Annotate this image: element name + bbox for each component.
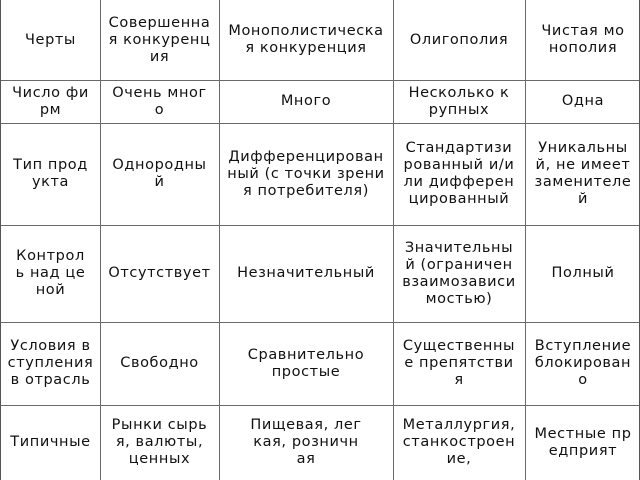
cell-firms-perfect [100, 80, 219, 123]
cell-text: Отсутствует [108, 265, 211, 281]
cell-typical-perfect [100, 405, 219, 480]
cell-text: Однородный [112, 157, 207, 190]
cell-firms-oligopoly [393, 80, 525, 123]
cell-text: Очень много [112, 84, 207, 118]
header-monopolistic-text: Монополистическая конкуренция [228, 23, 384, 56]
row-label-typical [1, 405, 100, 480]
cell-typical-monopoly [525, 405, 640, 480]
cell-price-monopolistic [219, 225, 393, 322]
cell-entry-perfect [100, 322, 219, 405]
row-label-text: Условия вступления в отрасль [7, 338, 94, 388]
cell-text: Рынки сырья, валюты, ценных [111, 417, 208, 467]
cell-product-monopolistic [219, 123, 393, 225]
cell-text: Местные предприят [534, 425, 632, 459]
header-pure-monopoly [525, 0, 640, 80]
cell-product-oligopoly [393, 123, 525, 225]
row-label-product-type [1, 123, 100, 225]
cell-product-monopoly [525, 123, 640, 225]
row-label-text: Тип продукта [13, 157, 88, 190]
row-label-text: Типичные [10, 434, 91, 450]
cell-text: Много [280, 93, 332, 109]
row-label-text: Число фирм [12, 84, 89, 118]
cell-text: Свободно [120, 355, 199, 371]
header-perfect-competition [100, 0, 219, 80]
cell-text: Несколько крупных [408, 84, 510, 118]
cell-text: Полный [551, 265, 615, 281]
cell-product-perfect [100, 123, 219, 225]
cell-entry-monopolistic [219, 322, 393, 405]
cell-text: Уникальный, не имеет заменителей [534, 140, 632, 207]
header-monopoly-text: Чистая монополия [541, 23, 625, 56]
header-features-text: Черты [25, 31, 76, 48]
cell-firms-monopolistic [219, 80, 393, 123]
cell-text: Пищевая, легкая, розничная [250, 417, 362, 467]
header-oligopoly [393, 0, 525, 80]
cell-text: Существенные препятствия [402, 338, 516, 388]
header-monopolistic-competition [219, 0, 393, 80]
cell-typical-oligopoly [393, 405, 525, 480]
cell-text: Сравнительно простые [247, 346, 365, 380]
cell-text: Вступление блокировано [534, 338, 632, 388]
cell-text: Одна [561, 93, 605, 109]
header-perfect-text: Совершенная конкуренция [108, 14, 211, 65]
cell-typical-monopolistic [219, 405, 393, 480]
row-label-firms [1, 80, 100, 123]
cell-price-monopoly [525, 225, 640, 322]
cell-text: Стандартизированный и/или дифференцированный [403, 140, 515, 207]
header-oligopoly-text: Олигополия [409, 31, 509, 48]
cell-text: Металлургия, станкостроение, [402, 417, 516, 467]
cell-entry-oligopoly [393, 322, 525, 405]
cell-firms-monopoly [525, 80, 640, 123]
row-label-entry-conditions [1, 322, 100, 405]
cell-price-oligopoly [393, 225, 525, 322]
cell-text: Незначительный [237, 265, 375, 281]
row-label-text: Контроль над ценой [15, 248, 86, 298]
header-features [1, 0, 100, 80]
cell-text: Значительный (ограничен взаимозависимостью) [402, 239, 516, 307]
cell-entry-monopoly [525, 322, 640, 405]
row-label-price-control [1, 225, 100, 322]
cell-price-perfect [100, 225, 219, 322]
cell-text: Дифференцированный (с точки зрения потребителя) [227, 148, 385, 199]
